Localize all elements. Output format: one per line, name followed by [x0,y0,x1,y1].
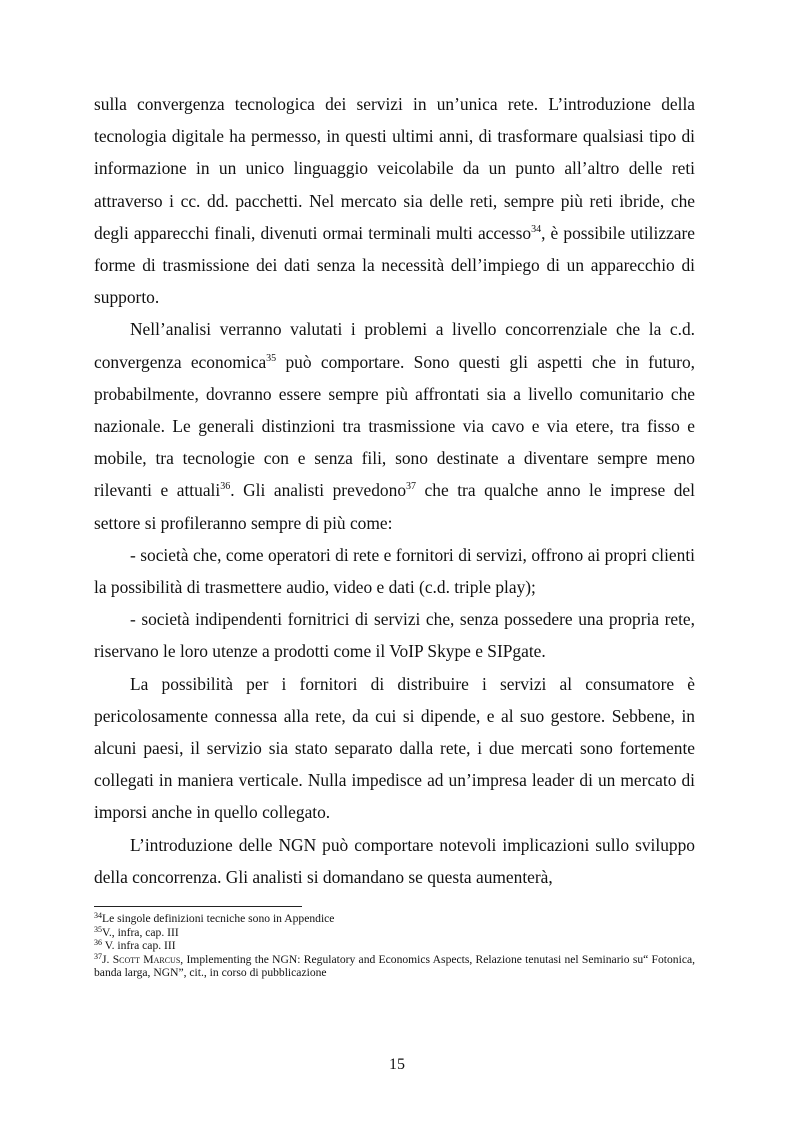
body-text [94,88,695,893]
paragraph-1: sulla convergenza tecnologica dei servizi in un’unica rete. L’introduzione della tecnologia digitale ha permesso, in questi ultimi anni, di trasformare qualsiasi tipo di informazione in un unico linguaggio veicolabile da un punto all’altro delle reti attraverso i cc. dd. pacchetti. Nel mercato sia delle reti, sempre più reti ibride, che degli apparecchi finali, divenuti ormai terminali multi accesso$^{34}$, è possibile utilizzare forme di trasmissione dei dati senza la necessità dell’impiego di un apparecchio di supporto. [94,94,696,308]
footnote-ref-34[interactable]: 34 [531,223,542,235]
page-number: 15 [389,1056,405,1073]
footnote-ref-35[interactable]: 35 [266,352,277,364]
list-item-2: - società indipendenti fornitrici di servizi che, senza possedere una propria rete, riservano le loro utenze a prodotti come il VoIP Skype e SIPgate. [94,609,695,662]
footnote-36: $^{36}$ V. infra cap. III [94,938,176,953]
paragraph-4: L’introduzione delle NGN può comportare notevoli implicazioni sullo sviluppo della concorrenza. Gli analisti si domandano se questa aumenterà, [94,834,695,887]
footnote-divider [94,906,302,907]
paragraph-2: Nell’analisi verranno valutati i problemi a livello concorrenziale che la c.d. convergenza economica$^{35}$ può comportare. Sono questi gli aspetti che in futuro, probabilmente, dovranno essere sempre più affrontati sia a livello comunitario che nazionale. Le generali distinzioni tra trasmissione via cavo e via etere, tra fisso e mobile, tra tecnologie con e senza fili, sono destinate a diventare sempre meno rilevanti e attuali$^{36}$. Gli analisti prevedono$^{37}$ che tra qualche anno le imprese del settore si profileranno sempre di più come: [94,319,695,533]
paragraph-3: La possibilità per i fornitori di distribuire i servizi al consumatore è pericolosamente connessa alla rete, da cui si dipende, e al suo gestore. Sebbene, in alcuni paesi, il servizio sia stato separato dalla rete, i due mercati sono fortemente collegati in maniera verticale. Nulla impedisce ad un’impresa leader di un mercato di imporsi anche in quello collegato. [94,673,695,823]
list-item-1: - società che, come operatori di rete e fornitori di servizi, offrono ai propri clienti la possibilità di trasmettere audio, video e dati (c.d. triple play); [94,544,695,598]
footnote-35: $^{35}$V., infra, cap. III [94,924,179,939]
footnote-ref-37[interactable]: 37 [406,481,417,493]
footnote-37: $^{37}$J. Scott Marcus, Implementing the NGN: Regulatory and Economics Aspects, Relazione tenutasi nel Seminario su“ Fotonica, banda larga, NGN”, cit., in corso di pubblicazione [94,951,696,980]
footnote-ref-36[interactable]: 36 [220,481,231,493]
footnotes [94,912,695,980]
footnote-34: $^{34}$Le singole definizioni tecniche sono in Appendice [94,911,335,925]
